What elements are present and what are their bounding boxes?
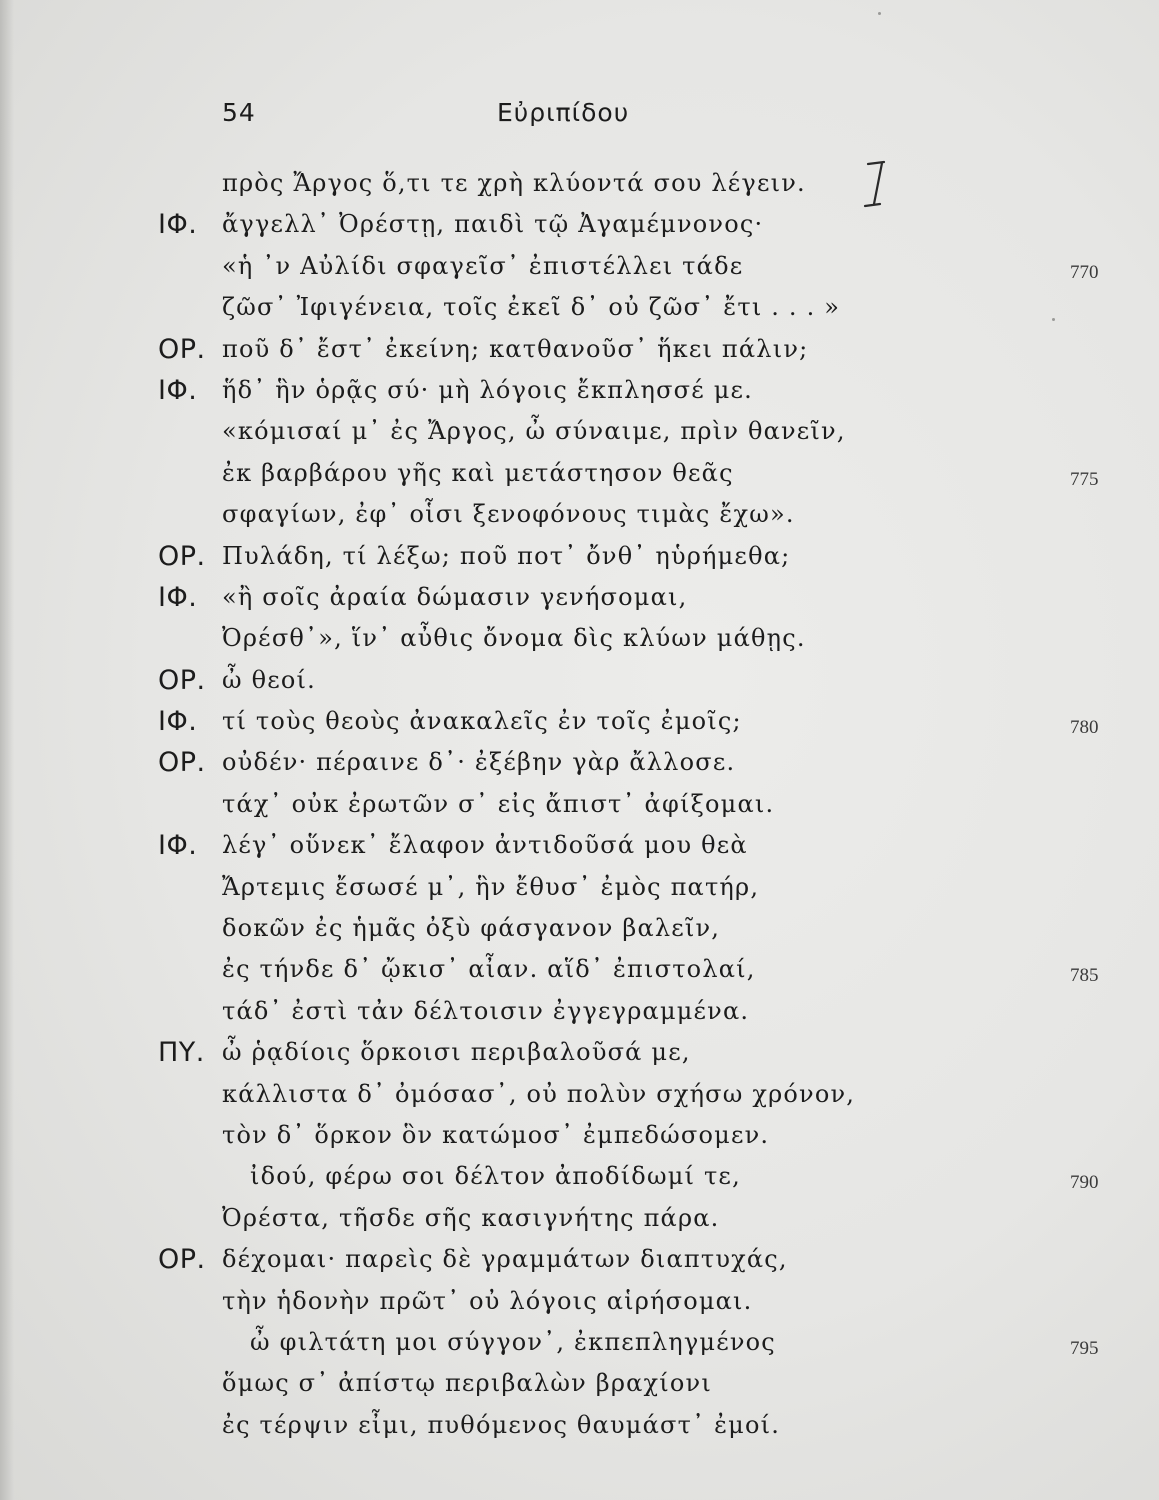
- verse-text: πρὸς Ἄργος ὅ,τι τε χρὴ κλύοντά σου λέγειν.: [222, 169, 806, 197]
- speaker-label: ΟΡ.: [158, 747, 206, 779]
- speaker-label: ΙΦ.: [158, 209, 198, 241]
- verse-text: «ἢ σοῖς ἀραία δώμασιν γενήσομαι,: [222, 582, 688, 611]
- verse-text: Ἄρτεμις ἔσωσέ μ᾽, ἣν ἔθυσ᾽ ἐμὸς πατήρ,: [222, 872, 760, 901]
- verse-line: [0, 453, 1159, 494]
- verse-text: Πυλάδη, τί λέξω; ποῦ ποτ᾽ ὄνθ᾽ ηὑρήμεθα;: [222, 541, 791, 570]
- speaker-label: ΙΦ.: [158, 706, 198, 738]
- verse-line: [0, 742, 1159, 783]
- verse-text: κάλλιστα δ᾽ ὀμόσασ᾽, οὐ πολὺν σχήσω χρόνον,: [222, 1079, 856, 1108]
- verse-line: [0, 784, 1159, 825]
- verse-text: ἐς τέρψιν εἶμι, πυθόμενος θαυμάστ᾽ ἐμοί.: [222, 1410, 781, 1439]
- verse-text: ζῶσ᾽ Ἰφιγένεια, τοῖς ἐκεῖ δ᾽ οὐ ζῶσ᾽ ἔτι . . . »: [222, 293, 841, 322]
- verse-line: [0, 618, 1159, 659]
- scan-speck: [1052, 318, 1055, 321]
- verse-line: [0, 825, 1159, 866]
- speaker-label: ΟΡ.: [158, 664, 206, 696]
- verse-line: [0, 287, 1159, 328]
- line-number: 770: [1070, 261, 1099, 283]
- verse-text: ὅμως σ᾽ ἀπίστῳ περιβαλὼν βραχίονι: [222, 1369, 712, 1398]
- verse-line: [0, 246, 1159, 287]
- verse-line: [0, 536, 1159, 577]
- verse-line: [0, 1198, 1159, 1239]
- verse-text: ἥδ᾽ ἣν ὁρᾷς σύ· μὴ λόγοις ἔκπλησσέ με.: [222, 375, 753, 404]
- verse-line: [0, 329, 1159, 370]
- verse-text: τάδ᾽ ἐστὶ τἀν δέλτοισιν ἐγγεγραμμένα.: [222, 996, 750, 1025]
- page-number: 54: [222, 98, 256, 127]
- verse-line: [0, 204, 1159, 245]
- verse-line: [0, 991, 1159, 1032]
- line-number: 775: [1070, 468, 1099, 490]
- speaker-label: ΟΡ.: [158, 333, 206, 365]
- verse-text: ὦ ῥᾳδίοις ὅρκοισι περιβαλοῦσά με,: [222, 1038, 691, 1067]
- verse-line: [0, 908, 1159, 949]
- line-number: 790: [1070, 1172, 1099, 1194]
- running-head: [0, 98, 1159, 138]
- page-title: Εὐριπίδου: [497, 98, 630, 127]
- verse-line: [0, 867, 1159, 908]
- verse-text: δέχομαι· παρεὶς δὲ γραμμάτων διαπτυχάς,: [222, 1245, 788, 1274]
- verse-text: Ὀρέστα, τῆσδε σῆς κασιγνήτης πάρα.: [222, 1203, 720, 1232]
- speaker-label: ΙΦ.: [158, 374, 198, 406]
- verse-line: [0, 1074, 1159, 1115]
- verse-text: ὦ θεοί.: [222, 665, 316, 694]
- verse-text: σφαγίων, ἐφ᾽ οἷσι ξενοφόνους τιμὰς ἔχω».: [222, 500, 795, 529]
- verse-text: τάχ᾽ οὐκ ἐρωτῶν σ᾽ εἰς ἄπιστ᾽ ἀφίξομαι.: [222, 789, 775, 818]
- line-number: 780: [1070, 717, 1099, 739]
- verse-block: [0, 163, 1159, 1446]
- verse-line: [0, 1405, 1159, 1446]
- verse-text: ποῦ δ᾽ ἔστ᾽ ἐκείνη; κατθανοῦσ᾽ ἥκει πάλιν;: [222, 334, 809, 363]
- verse-text: ἐκ βαρβάρου γῆς καὶ μετάστησον θεᾶς: [222, 458, 734, 487]
- verse-text: Ὀρέσθ᾽», ἵν᾽ αὖθις ὄνομα δὶς κλύων μάθῃς.: [222, 624, 806, 653]
- verse-text: λέγ᾽ οὕνεκ᾽ ἔλαφον ἀντιδοῦσά μου θεὰ: [222, 831, 748, 860]
- verse-line: [0, 1322, 1159, 1363]
- verse-text: τί τοὺς θεοὺς ἀνακαλεῖς ἐν τοῖς ἐμοῖς;: [222, 707, 742, 736]
- speaker-label: ΙΦ.: [158, 581, 198, 613]
- verse-text: «κόμισαί μ᾽ ἐς Ἄργος, ὦ σύναιμε, πρὶν θανεῖν,: [222, 417, 846, 446]
- verse-text: τὴν ἡδονὴν πρῶτ᾽ οὐ λόγοις αἱρήσομαι.: [222, 1286, 753, 1315]
- verse-line: [0, 1239, 1159, 1280]
- verse-line: [0, 949, 1159, 990]
- verse-line: [0, 163, 1159, 204]
- speaker-label: ΟΡ.: [158, 540, 206, 572]
- verse-line: [0, 1156, 1159, 1197]
- verse-line: [0, 494, 1159, 535]
- verse-line: [0, 370, 1159, 411]
- verse-line: [0, 1363, 1159, 1404]
- verse-text: ὦ φιλτάτη μοι σύγγον᾽, ἐκπεπληγμένος: [250, 1327, 776, 1356]
- verse-line: [0, 1032, 1159, 1073]
- verse-line: [0, 1281, 1159, 1322]
- line-number: 795: [1070, 1337, 1099, 1359]
- verse-line: [0, 577, 1159, 618]
- line-number: 785: [1070, 965, 1099, 987]
- verse-text: δοκῶν ἐς ἡμᾶς ὀξὺ φάσγανον βαλεῖν,: [222, 914, 721, 943]
- verse-line: [0, 701, 1159, 742]
- verse-text: τὸν δ᾽ ὅρκον ὃν κατώμοσ᾽ ἐμπεδώσομεν.: [222, 1120, 770, 1149]
- verse-text: ἄγγελλ᾽ Ὀρέστῃ, παιδὶ τῷ Ἀγαμέμνονος·: [222, 210, 764, 239]
- verse-text: ἐς τήνδε δ᾽ ᾤκισ᾽ αἶαν. αἵδ᾽ ἐπιστολαί,: [222, 955, 756, 984]
- verse-line: [0, 660, 1159, 701]
- scan-speck: [878, 12, 881, 15]
- verse-line: [0, 411, 1159, 452]
- verse-text: οὐδέν· πέραινε δ᾽· ἐξέβην γὰρ ἄλλοσε.: [222, 748, 736, 777]
- speaker-label: ΟΡ.: [158, 1244, 206, 1276]
- speaker-label: ΙΦ.: [158, 830, 198, 862]
- speaker-label: ΠΥ.: [158, 1037, 205, 1069]
- verse-line: [0, 1115, 1159, 1156]
- verse-text: ἰδού, φέρω σοι δέλτον ἀποδίδωμί τε,: [250, 1162, 741, 1191]
- verse-text: «ἡ ᾽ν Αὐλίδι σφαγεῖσ᾽ ἐπιστέλλει τάδε: [222, 251, 744, 280]
